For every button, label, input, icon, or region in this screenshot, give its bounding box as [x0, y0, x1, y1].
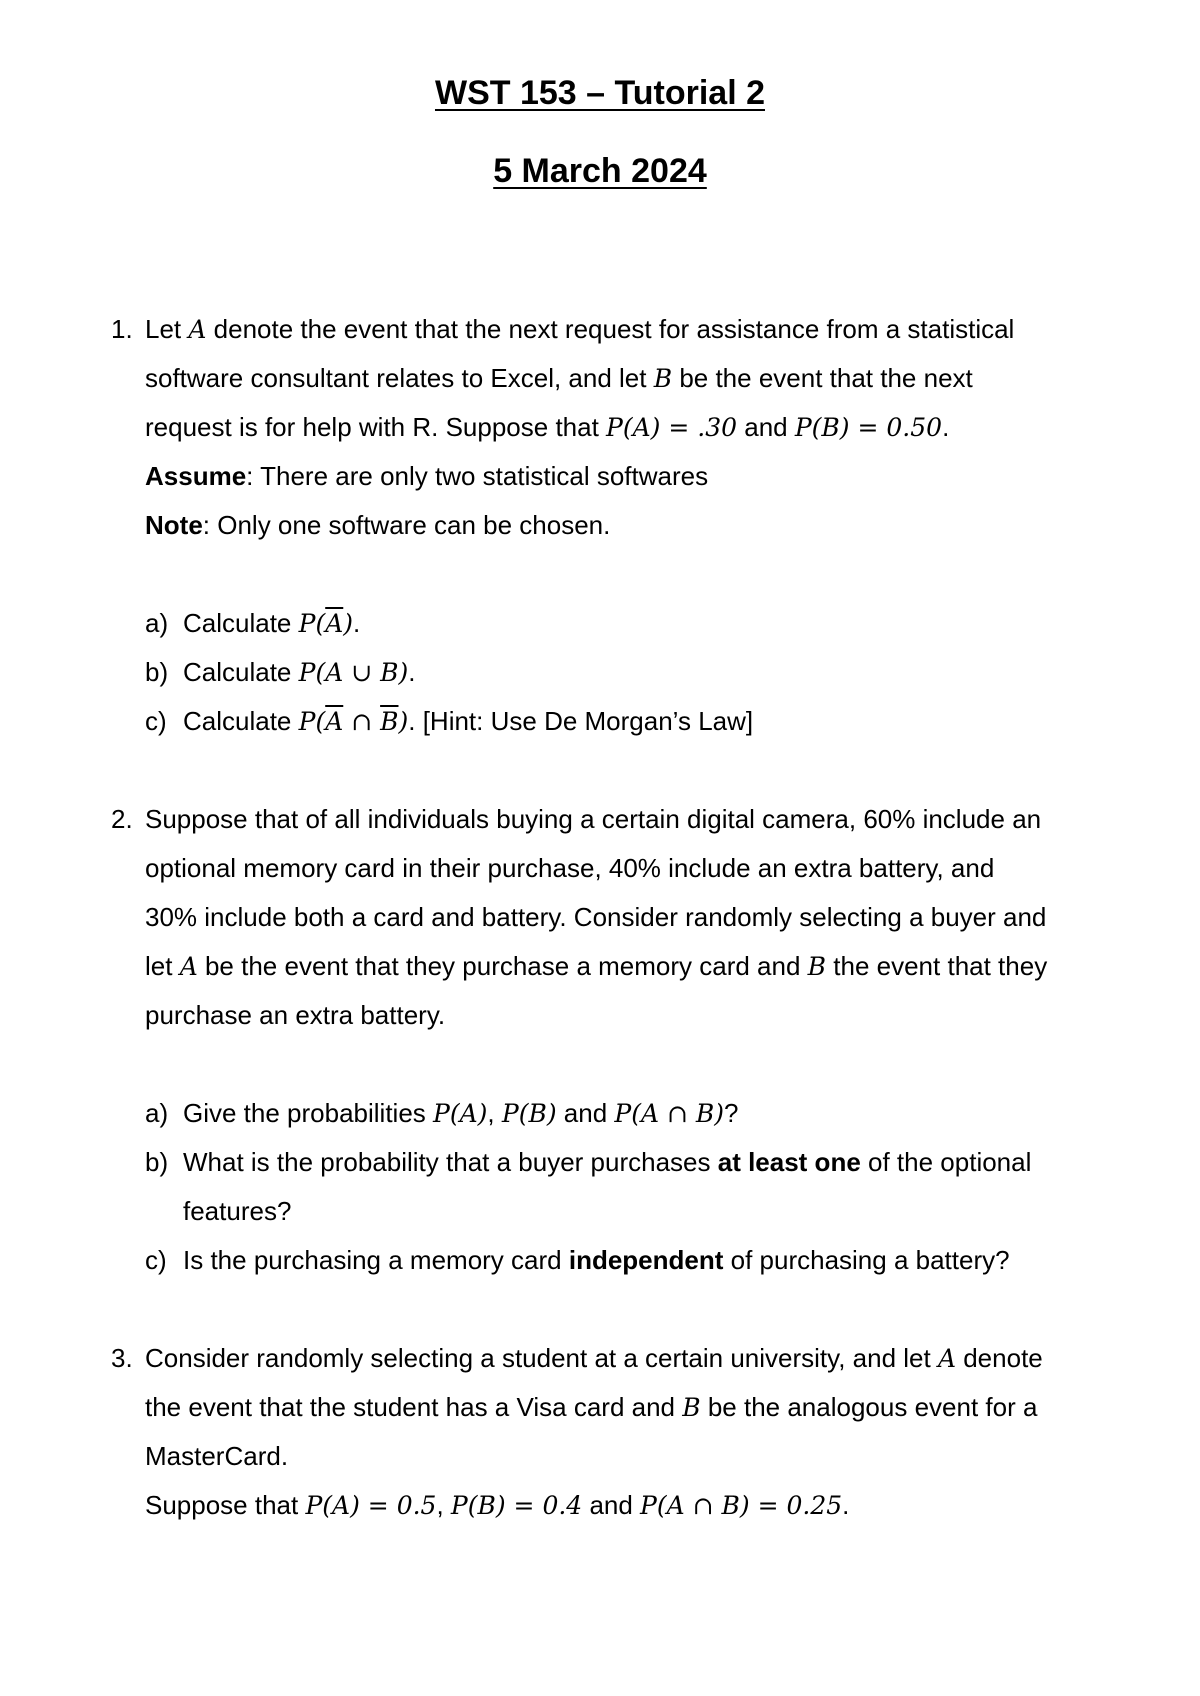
question-text-line: [145, 361, 973, 396]
math-var: $\overline{B}$: [380, 707, 399, 736]
math-var: B: [653, 364, 673, 393]
text: Consider randomly selecting a student at a certain university, and let: [145, 1343, 938, 1373]
assumption-line: [145, 459, 708, 493]
math-expr: P(A ∩ B): [614, 1099, 725, 1128]
math-expr: P(: [298, 707, 326, 736]
question-text-line: Suppose that of all individuals buying a certain digital camera, 60% include an: [145, 804, 1042, 834]
assume-label: Assume: [145, 461, 247, 491]
math-expr: ): [343, 609, 354, 638]
text: Is the purchasing a memory card: [183, 1245, 569, 1275]
text: ?: [724, 1098, 739, 1128]
text: be the analogous event for a: [700, 1392, 1038, 1422]
subquestion-b: [183, 1145, 1031, 1179]
subquestion-b-continued: features?: [183, 1196, 292, 1226]
math-expr: P(A ∩ B) = 0.25: [640, 1491, 843, 1520]
page-date: 5 March 2024: [493, 152, 707, 190]
question-number: 1.: [111, 314, 133, 344]
math-var: A: [179, 952, 198, 981]
math-expr: P(A) = 0.5: [305, 1491, 437, 1520]
text: ,: [436, 1490, 451, 1520]
subquestion-a: [183, 1096, 738, 1131]
text: denote the event that the next request for assistance from a statistical: [206, 314, 1015, 344]
question-text-line: [145, 312, 1014, 347]
emphasis: at least one: [717, 1147, 861, 1177]
text: . [Hint: Use De Morgan’s Law]: [408, 706, 754, 736]
question-text-line: [145, 1390, 1037, 1425]
page-title: WST 153 – Tutorial 2: [434, 74, 765, 112]
text: Suppose that: [145, 1490, 306, 1520]
question-text-line: 30% include both a card and battery. Consider randomly selecting a buyer and: [145, 902, 1047, 932]
text: ,: [487, 1098, 502, 1128]
question-number: 2.: [111, 804, 133, 834]
text: software consultant relates to Excel, and let: [145, 363, 654, 393]
math-var: $\overline{A}$: [325, 609, 344, 638]
math-expr: P(A ∪ B): [298, 658, 409, 687]
subquestion-b: [183, 655, 415, 690]
text: .: [842, 1490, 850, 1520]
math-expr: P(A) = .30: [606, 413, 738, 442]
math-expr: P(B): [501, 1099, 557, 1128]
subquestion-label: c): [145, 706, 167, 736]
subquestion-label: a): [145, 1098, 169, 1128]
math-expr: ): [398, 707, 409, 736]
text: : There are only two statistical softwares: [246, 461, 709, 491]
math-var: B: [807, 952, 827, 981]
question-text-line: [145, 1341, 1043, 1376]
text: What is the probability that a buyer purchases: [183, 1147, 718, 1177]
text: of purchasing a battery?: [723, 1245, 1010, 1275]
text: and: [556, 1098, 615, 1128]
math-expr: P(: [298, 609, 326, 638]
text: .: [353, 608, 361, 638]
question-text-line: [145, 949, 1047, 984]
subquestion-label: c): [145, 1245, 167, 1275]
question-text-line: purchase an extra battery.: [145, 1000, 446, 1030]
text: .: [942, 412, 950, 442]
subquestion-c: [183, 704, 753, 739]
text: Give the probabilities: [183, 1098, 434, 1128]
math-var: B: [682, 1393, 701, 1422]
math-expr: P(B) = 0.4: [450, 1491, 583, 1520]
text: the event that they: [826, 951, 1048, 981]
text: and: [737, 412, 795, 442]
math-var: A: [188, 315, 207, 344]
subquestion-c: [183, 1243, 1010, 1277]
subquestion-label: b): [145, 657, 169, 687]
text: and: [582, 1490, 641, 1520]
math-expr: P(A): [433, 1099, 488, 1128]
text: let: [145, 951, 180, 981]
text: Calculate: [183, 608, 299, 638]
note-label: Note: [145, 510, 203, 540]
text: be the event that the next: [672, 363, 973, 393]
text: of the optional: [860, 1147, 1032, 1177]
question-number: 3.: [111, 1343, 133, 1373]
question-text-line: optional memory card in their purchase, 40% include an extra battery, and: [145, 853, 995, 883]
text: : Only one software can be chosen.: [202, 510, 611, 540]
text: be the event that they purchase a memory card and: [197, 951, 808, 981]
subquestion-label: b): [145, 1147, 169, 1177]
subquestion-label: a): [145, 608, 169, 638]
emphasis: independent: [568, 1245, 724, 1275]
text: denote: [956, 1343, 1043, 1373]
math-var: $\overline{A}$: [325, 707, 344, 736]
question-text-line: [145, 410, 949, 445]
math-expr: ∩: [343, 707, 381, 736]
subquestion-a: [183, 606, 360, 641]
text: Calculate: [183, 657, 299, 687]
text: request is for help with R. Suppose that: [145, 412, 607, 442]
text: the event that the student has a Visa card and: [145, 1392, 683, 1422]
math-var: A: [937, 1344, 956, 1373]
text: Calculate: [183, 706, 299, 736]
text: Let: [145, 314, 189, 344]
note-line: [145, 508, 610, 542]
text: .: [408, 657, 416, 687]
question-text-line: [145, 1488, 849, 1523]
math-expr: P(B) = 0.50: [794, 413, 943, 442]
question-text-line: MasterCard.: [145, 1441, 289, 1471]
